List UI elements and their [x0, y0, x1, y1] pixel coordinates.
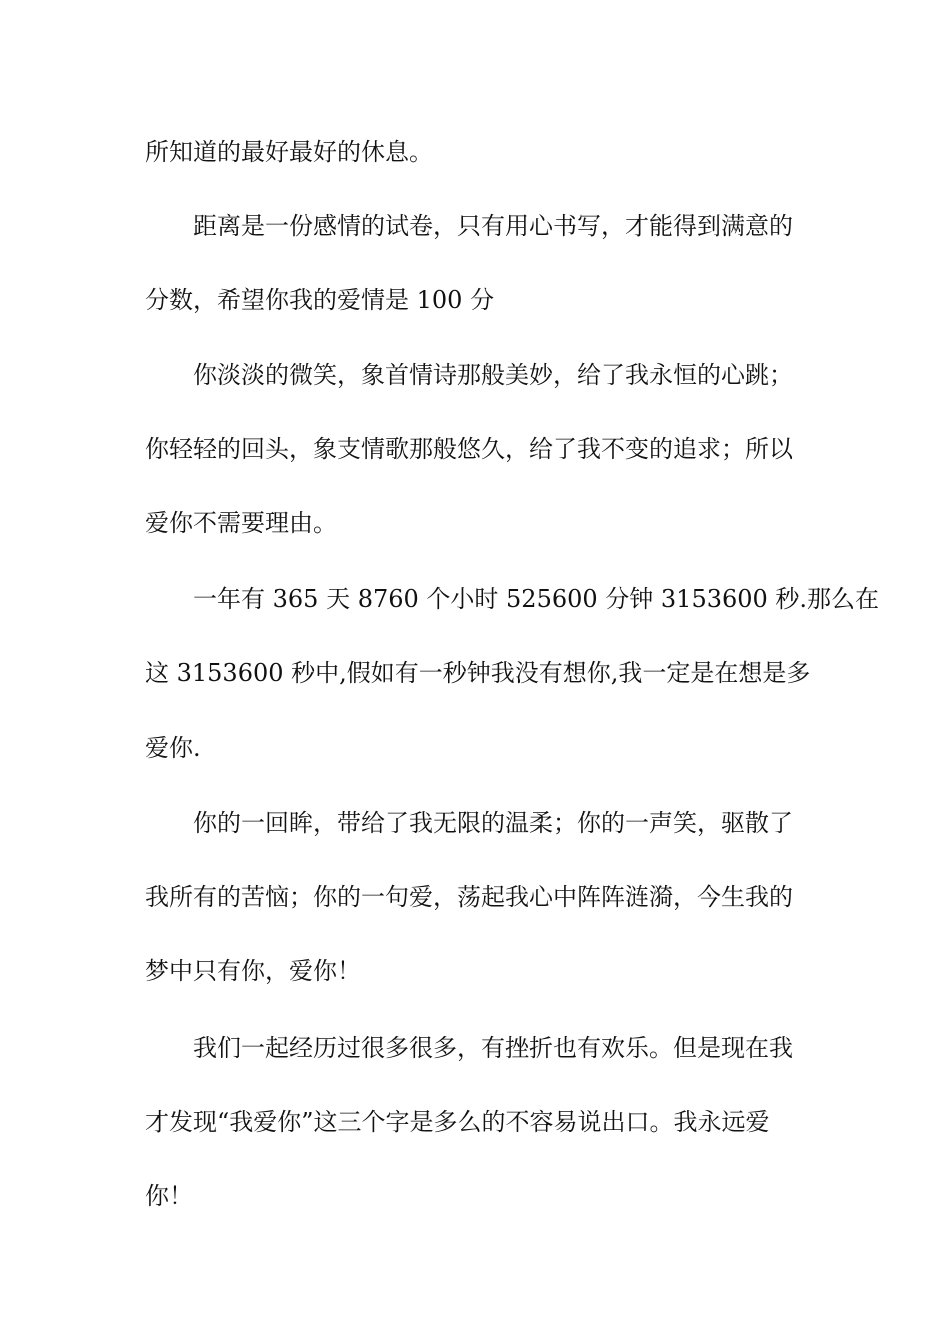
- text-line: 爱你不需要理由。: [145, 509, 337, 537]
- text-line: 距离是一份感情的试卷，只有用心书写，才能得到满意的: [145, 212, 793, 240]
- text-line: 我们一起经历过很多很多，有挫折也有欢乐。但是现在我: [145, 1034, 793, 1062]
- text-line: 梦中只有你，爱你！: [145, 957, 361, 985]
- text-line: 才发现“我爱你”这三个字是多么的不容易说出口。我永远爱: [145, 1108, 770, 1136]
- text-line: 你！: [145, 1182, 193, 1210]
- text-line: 这 3153600 秒中,假如有一秒钟我没有想你,我一定是在想是多: [145, 659, 811, 687]
- text-line: 所知道的最好最好的休息。: [145, 138, 433, 166]
- text-line: 你轻轻的回头，象支情歌那般悠久，给了我不变的追求；所以: [145, 435, 793, 463]
- text-line: 爱你.: [145, 734, 201, 762]
- text-line: 一年有 365 天 8760 个小时 525600 分钟 3153600 秒.那么在: [145, 585, 880, 613]
- text-line: 你的一回眸，带给了我无限的温柔；你的一声笑，驱散了: [145, 809, 793, 837]
- text-line: 分数，希望你我的爱情是 100 分: [145, 286, 495, 314]
- text-line: 我所有的苦恼；你的一句爱，荡起我心中阵阵涟漪，今生我的: [145, 883, 793, 911]
- text-line: 你淡淡的微笑，象首情诗那般美妙，给了我永恒的心跳；: [145, 361, 793, 389]
